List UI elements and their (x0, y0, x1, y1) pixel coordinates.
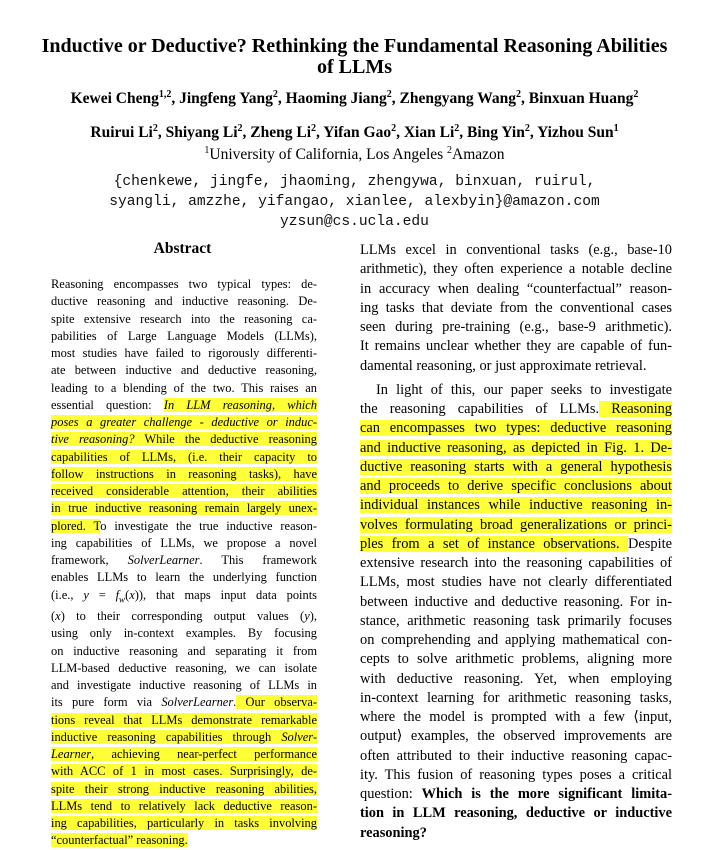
introduction-text (360, 241, 672, 843)
text-line: poses a greater challenge - deductive or induc- (51, 415, 317, 429)
author-affiliation-marker: 2 (386, 89, 392, 100)
author-name: Zheng Li$^2$ (250, 123, 317, 141)
abstract-body (51, 276, 317, 850)
text-line: in accuracy when dealing “counterfactual” reason- (360, 280, 672, 297)
author-affiliation-marker: 2 (152, 123, 158, 134)
author-affiliation-marker: 2 (391, 123, 397, 134)
text-line: with ACC of 1 in most cases. Surprisingly, de- (51, 764, 317, 779)
author-name: Xian Li$^2$ (403, 123, 460, 141)
text-line: on comprehending and applying mathematical con- (360, 632, 672, 648)
affiliation-2: Amazon (452, 146, 505, 163)
text-line: plored. To investigate the true inductive reason- (51, 518, 318, 533)
text-line: ductive reasoning and inductive reasoning. De- (51, 294, 317, 309)
affiliations (0, 146, 709, 164)
author-affiliation-marker: 2 (633, 89, 639, 100)
text-line: between inductive and deductive reasoning. For in- (360, 593, 672, 610)
text-line: inductive reasoning capabilities through Solver- (51, 729, 317, 744)
text-line: spite their strong inductive reasoning abilities, (51, 781, 317, 796)
author-name: Yizhou Sun$^1$ (537, 123, 619, 141)
text-line: where the model is prompted with a few ⟨input, (360, 709, 672, 725)
text-line: on inductive reasoning and separating it from (51, 643, 317, 658)
text-line: Learner, achieving near-perfect performance (51, 747, 317, 762)
paper-title (0, 36, 709, 78)
text-line: ity. This fusion of reasoning types poses a critical (360, 766, 672, 783)
text-line: (x) to their corresponding output values (y), (51, 609, 317, 624)
author-affiliation-marker: 1 (613, 123, 619, 134)
text-line: and inductive reasoning, as depicted in Fig. 1. De- (360, 439, 672, 456)
text-line: ing capabilities, particularly in tasks involving (51, 816, 317, 831)
author-name: Binxuan Huang$^2$ (528, 89, 639, 107)
author-affiliation-marker: 2 (272, 89, 278, 100)
abstract-heading: Abstract (153, 240, 212, 257)
text-line: extensive research into the reasoning capabilities of (360, 555, 672, 571)
text-line: pabilities of Large Language Models (LLMs), (51, 328, 317, 343)
author-name: Haoming Jiang$^2$ (285, 89, 392, 107)
text-line: follow instructions in reasoning tasks), have (51, 466, 317, 481)
author-name: Bing Yin$^2$ (467, 123, 530, 141)
author-name: Ruirui Li$^2$ (90, 123, 158, 141)
text-line: LLM-based deductive reasoning, we can isolate (51, 660, 317, 675)
text-line: LLMs excel in conventional tasks (e.g., base-10 (360, 242, 672, 258)
author-affiliation-marker: 2 (237, 123, 243, 134)
author-affiliation-marker: 2 (454, 123, 460, 134)
text-line: received considerable attention, their abilities (51, 484, 317, 498)
text-line: arithmetic), they often experience a notable decline (360, 261, 672, 278)
text-line: ate between inductive and deductive reasoning, (51, 363, 317, 378)
text-line: can encompasses two types: deductive reasoning (360, 420, 672, 437)
author-name: Yifan Gao$^2$ (323, 123, 397, 141)
text-line: and proceeds to derive specific conclusions about (360, 478, 672, 494)
text-line: In light of this, our paper seeks to investigate (376, 381, 672, 398)
author-affiliation-marker: 2 (524, 123, 530, 134)
text-line: question: Which is the more significant limita- (360, 786, 672, 802)
text-line: enables LLMs to learn the underlying function (51, 570, 317, 585)
text-line: essential question: In LLM reasoning, which (51, 397, 317, 412)
text-line: damental reasoning, or just approximate retrieval. (360, 357, 647, 374)
author-name: Shiyang Li$^2$ (165, 123, 243, 141)
text-line: its pure form via SolverLearner. Our observa- (51, 695, 317, 710)
text-line: spite extensive research into the reasoning ca- (51, 311, 317, 326)
text-line: reasoning? (360, 824, 427, 841)
text-line: framework, SolverLearner. This framework (51, 553, 317, 567)
email-line: {chenkewe, jingfe, jhaoming, zhengywa, binxuan, ruirul, (113, 174, 596, 190)
author-emails (0, 172, 709, 232)
text-line: LLMs, most studies have not clearly differentiated (360, 574, 672, 591)
author-name: Kewei Cheng$^{1,2}$ (70, 89, 172, 107)
text-line: stance, arithmetic reasoning task primarily focuses (360, 612, 672, 629)
text-line: It remains unclear whether they are capable of fun- (360, 338, 672, 355)
text-line: cepts to solve arithmetic problems, aligning more (360, 651, 672, 668)
text-line: using only in-context examples. By focusing (51, 626, 317, 641)
text-line: volves formulating broad generalizations or princi- (360, 516, 672, 533)
text-line: often attributed to their inductive reasoning capac- (360, 747, 672, 764)
email-line: yzsun@cs.ucla.edu (280, 214, 429, 230)
text-line: LLMs tend to relatively lack deductive reason- (51, 798, 317, 813)
text-line: with deductive reasoning. Yet, when employing (360, 670, 672, 687)
text-line: individual instances while inductive reasoning in- (360, 497, 672, 514)
author-affiliation-marker: 2 (311, 123, 317, 134)
title-line-2: of LLMs (317, 56, 392, 78)
text-line: ing tasks that deviate from the conventional cases (360, 299, 672, 316)
text-line: the reasoning capabilities of LLMs. Reasoning (360, 401, 673, 417)
affiliation-marker: 2 (447, 145, 453, 156)
author-list-row-1: Kewei Cheng$^{1,2}$, Jingfeng Yang$^2$, Haoming Jiang$^2$, Zhengyang Wang$^2$, Binxuan Huang$^2$ (70, 89, 639, 107)
text-line: Reasoning encompasses two typical types: de- (51, 277, 317, 291)
title-line-1: Inductive or Deductive? Rethinking the Fundamental Reasoning Abilities (41, 35, 668, 57)
author-name: Zhengyang Wang$^2$ (399, 89, 521, 107)
text-line: most studies have failed to rigorously differenti- (51, 346, 317, 360)
text-line: “counterfactual” reasoning. (51, 833, 188, 848)
text-line: (i.e., $y = f_w(x)$), that maps input data points (51, 587, 318, 604)
text-line: ing capabilities of LLMs, we propose a novel (51, 535, 317, 550)
text-line: output⟩ examples, the observed improvements are (360, 728, 672, 745)
author-name: Jingfeng Yang$^2$ (179, 89, 278, 107)
text-line: in true inductive reasoning remain largely unex- (51, 501, 317, 516)
affiliation-1: University of California, Los Angeles (209, 146, 444, 163)
text-line: capabilities of LLMs, (i.e. their capacity to (51, 449, 317, 464)
text-line: tions reveal that LLMs demonstrate remarkable (51, 712, 317, 727)
text-line: ples from a set of instance observations. Despite (360, 535, 672, 552)
text-line: and investigate inductive reasoning of LLMs in (51, 678, 317, 693)
text-line: tive reasoning? While the deductive reasoning (51, 432, 317, 447)
text-line: ductive reasoning starts with a general hypothesis (360, 458, 672, 475)
author-affiliation-marker: 1,2 (158, 89, 172, 100)
affiliation-marker: 1 (204, 145, 210, 156)
email-line: syangli, amzzhe, yifangao, xianlee, alexbyin}@amazon.com (109, 194, 600, 210)
author-affiliation-marker: 2 (515, 89, 521, 100)
text-line: leading to a blending of the two. This raises an (51, 380, 317, 395)
text-line: tion in LLM reasoning, deductive or inductive (360, 805, 672, 822)
text-line: in-context learning for arithmetic reasoning tasks, (360, 689, 672, 706)
text-line: seen during pre-training (e.g., base-9 arithmetic). (360, 319, 672, 335)
author-list-row-2: Ruirui Li$^2$, Shiyang Li$^2$, Zheng Li$^2$, Yifan Gao$^2$, Xian Li$^2$, Bing Yin$^2$, Yizhou Sun$^1$ (90, 123, 619, 141)
